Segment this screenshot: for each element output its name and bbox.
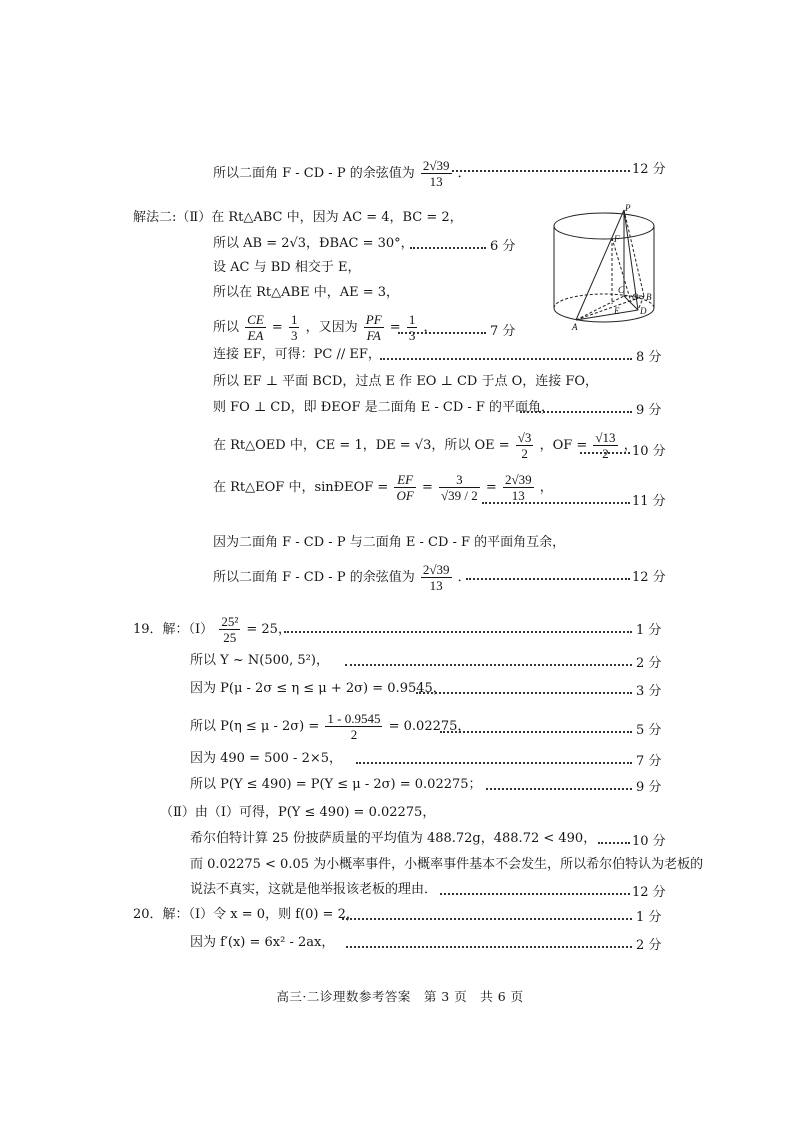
fraction: $\frac{PF}{FA}$ xyxy=(365,312,382,343)
dot-leader xyxy=(342,918,632,920)
score-mark: 12 分 xyxy=(632,162,666,177)
step-line: 说法不真实，这就是他举报该老板的理由． xyxy=(190,882,438,897)
label-a: A xyxy=(572,322,578,332)
pa-line xyxy=(576,210,624,320)
sine-line: 在 Rt△EOF 中，sinÐEOF = $\frac{EF}{OF}$ = $\frac{3}{√39 / 2}$ = $\frac{2√39}{13}$ ， xyxy=(213,472,553,503)
fraction: $\frac{3}{√39 / 2}$ xyxy=(441,472,478,503)
q19-part2-heading: （Ⅱ）由（Ⅰ）可得，P(Y ≤ 490) = 0.02275， xyxy=(160,805,436,820)
dot-leader xyxy=(440,893,630,895)
score-mark: 3 分 xyxy=(636,684,662,699)
conclusion-line: 所以二面角 F - CD - P 的余弦值为 $\frac{2√39}{13}$ ． xyxy=(213,562,471,593)
fraction: $\frac{EF}{OF}$ xyxy=(396,472,414,503)
dot-leader xyxy=(466,578,630,580)
label-d: D xyxy=(640,306,647,316)
fraction: $\frac{\text{25²}}{25}$ xyxy=(221,614,239,645)
score-mark: 9 分 xyxy=(636,403,662,418)
fraction: $\frac{1}{3}$ xyxy=(290,312,298,343)
method2-heading: 解法二:（Ⅱ）在 Rt△ABC 中，因为 AC = 4，BC = 2， xyxy=(133,210,463,225)
dot-leader xyxy=(356,762,632,764)
step-line: 因为 f′(x) = 6x² - 2ax， xyxy=(190,935,335,950)
dot-leader xyxy=(486,788,632,790)
step-line: 因为 490 = 500 - 2×5， xyxy=(190,751,343,766)
ratio-line: 所以 $\frac{CE}{EA}$ = $\frac{1}{3}$ ，又因为 $\frac{PF}{FA}$ = $\frac{1}{3}$ ， xyxy=(213,312,437,343)
top-ellipse xyxy=(554,213,654,239)
q20-first-line: 20．解：（Ⅰ）令 x = 0，则 f(0) = 2， xyxy=(133,907,359,922)
score-mark: 7 分 xyxy=(490,324,516,339)
step-line: 因为二面角 F - CD - P 与二面角 E - CD - F 的平面角互余， xyxy=(213,535,566,550)
score-mark: 6 分 xyxy=(490,239,516,254)
score-mark: 1 分 xyxy=(636,910,662,925)
dot-leader xyxy=(346,946,632,948)
dot-leader xyxy=(452,170,630,172)
step-line: 所以 AB = 2√3，ÐBAC = 30°， xyxy=(213,236,414,251)
score-mark: 2 分 xyxy=(636,938,662,953)
dot-leader xyxy=(380,358,632,360)
step-line: 而 0.02275 < 0.05 为小概率事件，小概率事件基本不会发生，所以希尔伯特认为老板的 xyxy=(190,857,704,872)
score-mark: 12 分 xyxy=(632,885,666,900)
fraction: $\frac{√3}{2}$ xyxy=(517,430,532,461)
dot-leader xyxy=(520,411,632,413)
dot-leader xyxy=(284,631,632,633)
fraction: $\frac{1 - 0.9545}{2}$ xyxy=(327,711,381,742)
fraction: $\frac{1}{3}$ xyxy=(408,312,416,343)
score-mark: 8 分 xyxy=(636,350,662,365)
fraction: $\frac{2√39}{13}$ xyxy=(422,562,450,593)
score-mark: 2 分 xyxy=(636,656,662,671)
dot-leader xyxy=(410,247,486,249)
q19-heading: 19．解：（Ⅰ） xyxy=(133,622,214,637)
step-line: 连接 EF，可得：PC // EF， xyxy=(213,347,381,362)
fraction: $\frac{2√39}{13}$ xyxy=(504,472,532,503)
label-p: P xyxy=(625,204,631,213)
dot-leader xyxy=(598,842,630,844)
conclusion-line: 所以二面角 F - CD - P 的余弦值为 $\frac{2√39}{13}$ ． xyxy=(213,158,471,189)
dot-leader xyxy=(580,452,630,454)
score-mark: 11 分 xyxy=(632,494,666,509)
score-mark: 5 分 xyxy=(636,723,662,738)
fraction: $\frac{√13}{2}$ xyxy=(595,430,616,461)
dot-leader xyxy=(398,332,486,334)
step-line: 所以 P(Y ≤ 490) = P(Y ≤ μ - 2σ) = 0.02275； xyxy=(190,777,482,792)
dot-leader xyxy=(440,731,632,733)
label-o: O xyxy=(632,292,639,302)
dot-leader xyxy=(482,502,630,504)
score-mark: 9 分 xyxy=(636,780,662,795)
dot-leader xyxy=(345,664,632,666)
score-mark: 7 分 xyxy=(636,754,662,769)
dot-leader xyxy=(416,692,632,694)
label-f: F xyxy=(614,234,620,244)
calc-line: 所以 P(η ≤ μ - 2σ) = $\frac{1 - 0.9545}{2}$ = 0.02275， xyxy=(190,711,471,742)
label-c: C xyxy=(618,285,625,295)
score-mark: 10 分 xyxy=(632,834,666,849)
conclusion-text: 所以二面角 F - CD - P 的余弦值为 xyxy=(213,166,415,181)
step-line: 因为 P(μ - 2σ ≤ η ≤ μ + 2σ) = 0.9545， xyxy=(190,681,446,696)
step-line: 所以 EF ⊥ 平面 BCD，过点 E 作 EO ⊥ CD 于点 O，连接 FO， xyxy=(213,374,599,389)
cylinder-figure xyxy=(548,204,660,334)
page-footer: 高三·二诊理数参考答案 第 3 页 共 6 页 xyxy=(276,989,524,1004)
fraction: $\frac{2√39}{13}$ xyxy=(422,158,450,189)
calc-line: 在 Rt△OED 中，CE = 1，DE = √3，所以 OE = $\frac{√3}{2}$ ，OF = $\frac{√13}{2}$ ， xyxy=(213,430,637,461)
label-b: B xyxy=(646,292,652,302)
step-line: 则 FO ⊥ CD，即 ÐEOF 是二面角 E - CD - F 的平面角， xyxy=(213,400,555,415)
score-mark: 1 分 xyxy=(636,623,662,638)
step-line: 设 AC 与 BD 相交于 E， xyxy=(213,260,361,275)
step-line: 所以 Y ~ N(500, 5²)， xyxy=(190,653,329,668)
q19-first-line: 19．解：（Ⅰ） $\frac{\text{25²}}{25}$ = 25， xyxy=(133,614,291,645)
fraction: $\frac{CE}{EA}$ xyxy=(247,312,264,343)
score-mark: 10 分 xyxy=(632,444,666,459)
step-line: 所以在 Rt△ABE 中，AE = 3， xyxy=(213,285,400,300)
step-line: 希尔伯特计算 25 份披萨质量的平均值为 488.72g，488.72 < 490， xyxy=(190,831,597,846)
score-mark: 12 分 xyxy=(632,570,666,585)
label-e: E xyxy=(614,306,620,316)
